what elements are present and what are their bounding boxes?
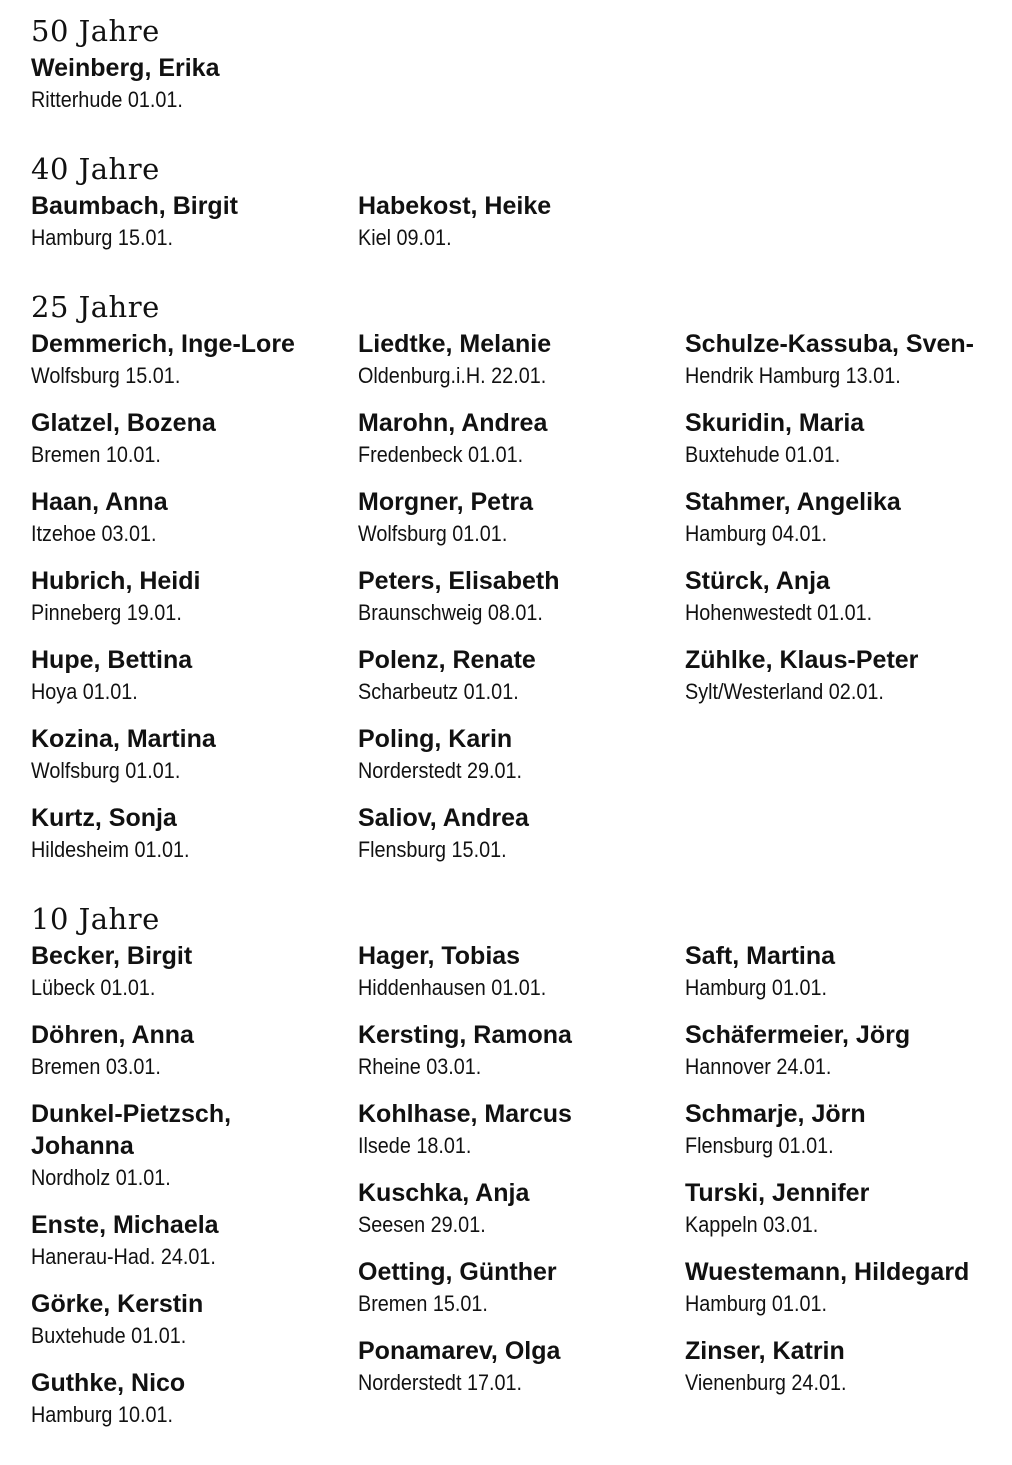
person-name: Kozina, Martina <box>31 725 216 753</box>
entry-column <box>31 940 358 1431</box>
place-and-date: Ritterhude 01.01. <box>31 87 183 112</box>
person-name: Wuestemann, Hildegard <box>685 1258 970 1286</box>
place-and-date: Hendrik Hamburg 13.01. <box>685 363 901 388</box>
entry-columns <box>31 328 991 866</box>
anniversary-entry <box>31 190 358 254</box>
person-name: Poling, Karin <box>358 725 513 753</box>
anniversary-entry <box>31 723 358 787</box>
anniversary-entry <box>358 407 685 471</box>
place-and-date: Hannover 24.01. <box>685 1054 832 1079</box>
person-name: Kohlhase, Marcus <box>358 1100 572 1128</box>
place-and-date: Pinneberg 19.01. <box>31 600 182 625</box>
place-and-date: Buxtehude 01.01. <box>685 442 841 467</box>
place-and-date: Nordholz 01.01. <box>31 1165 171 1190</box>
section-title: 40 Jahre <box>31 152 160 186</box>
anniversary-entry <box>31 1019 358 1083</box>
anniversary-entry <box>31 1367 358 1431</box>
anniversary-entry <box>685 940 1012 1004</box>
anniversary-entry <box>31 565 358 629</box>
anniversary-entry <box>358 190 685 254</box>
section-title: 10 Jahre <box>31 902 160 936</box>
person-name: Haan, Anna <box>31 488 168 516</box>
place-and-date: Hamburg 10.01. <box>31 1402 173 1427</box>
anniversary-entry <box>31 802 358 866</box>
anniversary-entry <box>31 328 358 392</box>
place-and-date: Braunschweig 08.01. <box>358 600 543 625</box>
entry-columns <box>31 52 991 116</box>
person-name: Morgner, Petra <box>358 488 534 516</box>
anniversary-section <box>31 288 991 866</box>
place-and-date: Itzehoe 03.01. <box>31 521 157 546</box>
anniversary-entry <box>685 328 1012 392</box>
person-name: Polenz, Renate <box>358 646 536 674</box>
person-name: Skuridin, Maria <box>685 409 865 437</box>
anniversary-list <box>31 12 991 1465</box>
person-name: Demmerich, Inge-Lore <box>31 330 295 358</box>
person-name: Schulze-Kassuba, Sven- <box>685 330 974 358</box>
entry-column <box>31 190 358 254</box>
anniversary-entry <box>685 486 1012 550</box>
entry-columns <box>31 190 991 254</box>
place-and-date: Rheine 03.01. <box>358 1054 482 1079</box>
person-name: Hubrich, Heidi <box>31 567 201 595</box>
anniversary-entry <box>685 1256 1012 1320</box>
person-name: Weinberg, Erika <box>31 54 220 82</box>
place-and-date: Kiel 09.01. <box>358 225 452 250</box>
place-and-date: Hamburg 01.01. <box>685 1291 827 1316</box>
person-name: Stahmer, Angelika <box>685 488 901 516</box>
anniversary-entry <box>31 1209 358 1273</box>
place-and-date: Hanerau-Had. 24.01. <box>31 1244 216 1269</box>
anniversary-entry <box>685 1019 1012 1083</box>
person-name: Hupe, Bettina <box>31 646 193 674</box>
anniversary-entry <box>31 1288 358 1352</box>
person-name: Becker, Birgit <box>31 942 193 970</box>
person-name: Kersting, Ramona <box>358 1021 572 1049</box>
person-name: Ponamarev, Olga <box>358 1337 561 1365</box>
anniversary-section <box>31 900 991 1431</box>
place-and-date: Vienenburg 24.01. <box>685 1370 847 1395</box>
anniversary-entry <box>358 723 685 787</box>
anniversary-entry <box>358 1256 685 1320</box>
place-and-date: Flensburg 15.01. <box>358 837 507 862</box>
anniversary-entry <box>685 1177 1012 1241</box>
person-name: Kurtz, Sonja <box>31 804 177 832</box>
anniversary-entry <box>685 565 1012 629</box>
person-name: Liedtke, Melanie <box>358 330 552 358</box>
section-title: 50 Jahre <box>31 14 160 48</box>
place-and-date: Wolfsburg 01.01. <box>31 758 181 783</box>
person-name: Görke, Kerstin <box>31 1290 204 1318</box>
person-name: Turski, Jennifer <box>685 1179 870 1207</box>
place-and-date: Norderstedt 17.01. <box>358 1370 523 1395</box>
place-and-date: Hiddenhausen 01.01. <box>358 975 547 1000</box>
place-and-date: Bremen 03.01. <box>31 1054 161 1079</box>
entry-column <box>685 328 1012 866</box>
anniversary-entry <box>358 940 685 1004</box>
place-and-date: Ilsede 18.01. <box>358 1133 472 1158</box>
place-and-date: Norderstedt 29.01. <box>358 758 523 783</box>
anniversary-entry <box>31 1098 358 1194</box>
anniversary-entry <box>358 1098 685 1162</box>
anniversary-section <box>31 12 991 116</box>
anniversary-entry <box>358 1335 685 1399</box>
anniversary-entry <box>31 486 358 550</box>
place-and-date: Seesen 29.01. <box>358 1212 486 1237</box>
anniversary-entry <box>358 802 685 866</box>
person-name: Marohn, Andrea <box>358 409 548 437</box>
person-name: Stürck, Anja <box>685 567 830 595</box>
place-and-date: Kappeln 03.01. <box>685 1212 819 1237</box>
place-and-date: Hamburg 04.01. <box>685 521 827 546</box>
place-and-date: Bremen 10.01. <box>31 442 161 467</box>
person-name: Hager, Tobias <box>358 942 521 970</box>
place-and-date: Oldenburg.i.H. 22.01. <box>358 363 547 388</box>
anniversary-entry <box>358 1177 685 1241</box>
anniversary-entry <box>685 1098 1012 1162</box>
anniversary-entry <box>685 407 1012 471</box>
place-and-date: Hamburg 15.01. <box>31 225 173 250</box>
person-name: Baumbach, Birgit <box>31 192 238 220</box>
person-name: Kuschka, Anja <box>358 1179 530 1207</box>
anniversary-entry <box>31 52 358 116</box>
entry-column <box>358 328 685 866</box>
entry-columns <box>31 940 991 1431</box>
person-name: Habekost, Heike <box>358 192 552 220</box>
place-and-date: Hohenwestedt 01.01. <box>685 600 873 625</box>
person-name: Zinser, Katrin <box>685 1337 845 1365</box>
place-and-date: Flensburg 01.01. <box>685 1133 834 1158</box>
place-and-date: Hamburg 01.01. <box>685 975 827 1000</box>
anniversary-entry <box>31 644 358 708</box>
entry-column <box>685 940 1012 1431</box>
person-name: Zühlke, Klaus-Peter <box>685 646 919 674</box>
anniversary-entry <box>358 328 685 392</box>
person-name: Peters, Elisabeth <box>358 567 560 595</box>
anniversary-entry <box>358 565 685 629</box>
place-and-date: Hoya 01.01. <box>31 679 138 704</box>
anniversary-entry <box>685 1335 1012 1399</box>
entry-column <box>358 190 685 254</box>
place-and-date: Wolfsburg 01.01. <box>358 521 508 546</box>
person-name: Dunkel-Pietzsch, Johanna <box>31 1100 232 1160</box>
person-name: Oetting, Günther <box>358 1258 557 1286</box>
person-name: Saft, Martina <box>685 942 836 970</box>
entry-column <box>31 52 358 116</box>
place-and-date: Lübeck 01.01. <box>31 975 156 1000</box>
place-and-date: Wolfsburg 15.01. <box>31 363 181 388</box>
person-name: Guthke, Nico <box>31 1369 186 1397</box>
place-and-date: Fredenbeck 01.01. <box>358 442 524 467</box>
place-and-date: Hildesheim 01.01. <box>31 837 190 862</box>
place-and-date: Sylt/Westerland 02.01. <box>685 679 884 704</box>
anniversary-section <box>31 150 991 254</box>
person-name: Döhren, Anna <box>31 1021 194 1049</box>
anniversary-entry <box>358 1019 685 1083</box>
entry-column <box>358 940 685 1431</box>
anniversary-entry <box>358 486 685 550</box>
person-name: Schmarje, Jörn <box>685 1100 866 1128</box>
anniversary-entry <box>358 644 685 708</box>
anniversary-entry <box>31 940 358 1004</box>
person-name: Saliov, Andrea <box>358 804 529 832</box>
place-and-date: Bremen 15.01. <box>358 1291 488 1316</box>
person-name: Glatzel, Bozena <box>31 409 216 437</box>
anniversary-entry <box>31 407 358 471</box>
person-name: Schäfermeier, Jörg <box>685 1021 911 1049</box>
place-and-date: Scharbeutz 01.01. <box>358 679 519 704</box>
place-and-date: Buxtehude 01.01. <box>31 1323 187 1348</box>
entry-column <box>31 328 358 866</box>
section-title: 25 Jahre <box>31 290 160 324</box>
anniversary-entry <box>685 644 1012 708</box>
person-name: Enste, Michaela <box>31 1211 219 1239</box>
